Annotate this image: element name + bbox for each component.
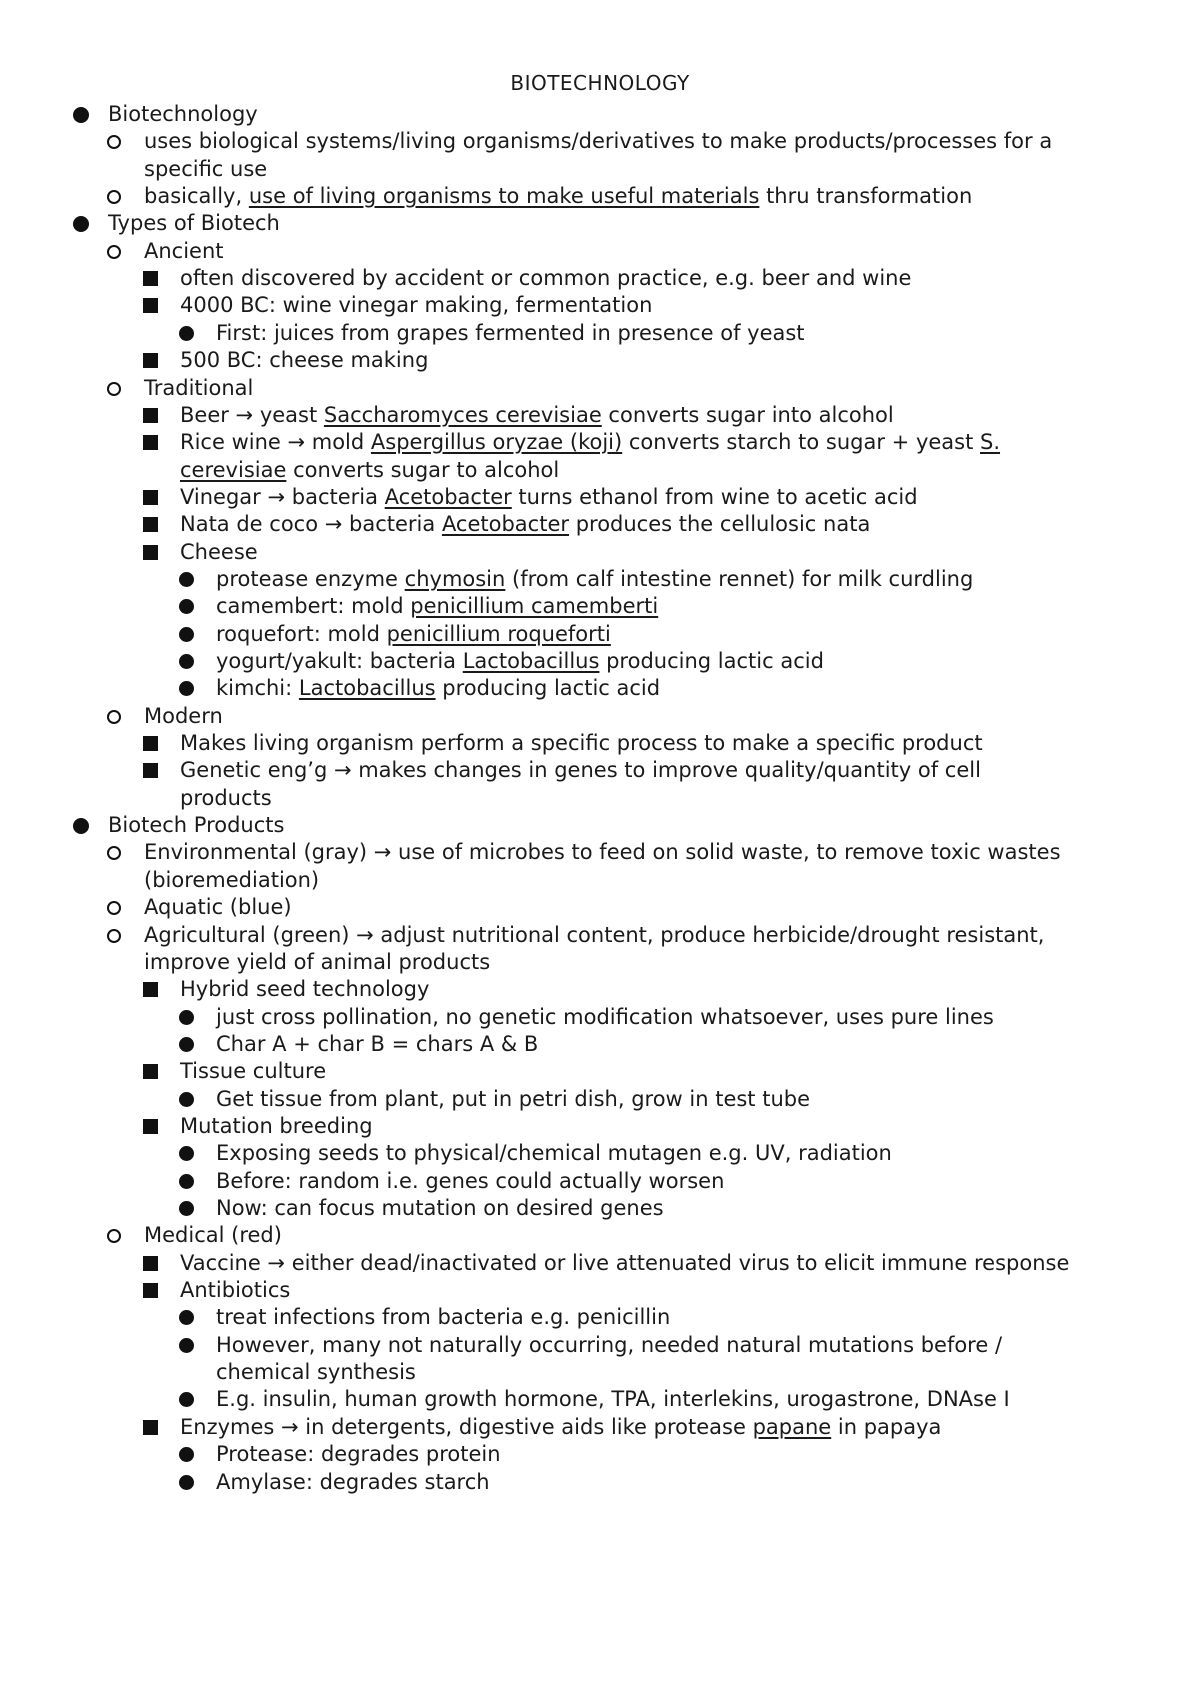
underlined-term: papane	[752, 1415, 832, 1439]
bullet-small-disc-icon	[179, 673, 194, 703]
list-item-level-3	[180, 974, 429, 1004]
text-segment: Agricultural (green) → adjust nutritional content, produce herbicide/drought resistant,	[144, 923, 1045, 947]
list-item-level-2	[144, 837, 1061, 867]
text-segment: Tissue culture	[180, 1059, 327, 1083]
list-item-level-4	[216, 1467, 490, 1497]
bullet-square-icon	[143, 728, 158, 758]
list-item-level-4	[216, 1193, 664, 1223]
underlined-term: Lactobacillus	[298, 676, 436, 700]
list-item-level-3	[180, 400, 894, 430]
text-segment: turns ethanol from wine to acetic acid	[511, 485, 918, 509]
text-segment: often discovered by accident or common practice, e.g. beer and wine	[180, 266, 912, 290]
underlined-term: S.	[980, 430, 1001, 454]
text-segment: producing lactic acid	[435, 676, 661, 700]
text-segment: produces the cellulosic nata	[569, 512, 871, 536]
list-item-level-2	[144, 920, 1044, 950]
text-segment: converts sugar to alcohol	[286, 458, 560, 482]
list-item-level-3	[180, 728, 983, 758]
bullet-small-disc-icon	[179, 1467, 194, 1497]
text-segment: roquefort: mold	[216, 622, 387, 646]
list-item-level-3	[180, 1275, 290, 1305]
list-item-level-4	[216, 1084, 810, 1114]
underlined-term: cerevisiae	[180, 458, 287, 482]
underlined-term: penicillium camemberti	[410, 594, 659, 618]
list-item-level-3	[180, 482, 918, 512]
list-item-level-3	[180, 263, 911, 293]
list-item-level-4	[216, 564, 973, 594]
list-item-continuation	[144, 947, 490, 977]
bullet-square-icon	[143, 400, 158, 430]
bullet-square-icon	[143, 345, 158, 375]
list-item-level-4	[216, 1166, 724, 1196]
text-segment: Aquatic (blue)	[144, 895, 292, 919]
bullet-small-disc-icon	[179, 1193, 194, 1223]
list-item-level-2	[144, 126, 1052, 156]
bullet-square-icon	[143, 290, 158, 320]
text-segment: kimchi:	[216, 676, 299, 700]
list-item-level-3	[180, 1412, 941, 1442]
bullet-small-disc-icon	[179, 1330, 194, 1360]
list-item-level-1	[108, 208, 280, 238]
list-item-continuation	[144, 154, 267, 184]
bullet-small-disc-icon	[179, 1138, 194, 1168]
text-segment: Hybrid seed technology	[180, 977, 430, 1001]
list-item-level-4	[216, 673, 660, 703]
text-segment: thru transformation	[759, 184, 973, 208]
text-segment: Ancient	[144, 239, 224, 263]
bullet-square-icon	[143, 1275, 158, 1305]
text-segment: Types of Biotech	[108, 211, 280, 235]
text-segment: Modern	[144, 704, 223, 728]
bullet-small-disc-icon	[179, 1084, 194, 1114]
bullet-disc-icon	[73, 208, 89, 238]
bullet-small-disc-icon	[179, 1439, 194, 1469]
list-item-level-3	[180, 509, 870, 539]
bullet-small-disc-icon	[179, 1384, 194, 1414]
text-segment: improve yield of animal products	[144, 950, 491, 974]
bullet-square-icon	[143, 427, 158, 457]
text-segment: Mutation breeding	[180, 1114, 373, 1138]
text-segment: specific use	[144, 157, 268, 181]
text-segment: Traditional	[144, 376, 254, 400]
list-item-level-2	[144, 236, 224, 266]
text-segment: Enzymes → in detergents, digestive aids like protease	[180, 1415, 753, 1439]
list-item-level-3	[180, 1111, 373, 1141]
text-segment: uses biological systems/living organisms/derivatives to make products/processes for a	[144, 129, 1053, 153]
text-segment: Char A + char B = chars A & B	[216, 1032, 539, 1056]
text-segment: Now: can focus mutation on desired genes	[216, 1196, 664, 1220]
text-segment: Rice wine → mold	[180, 430, 371, 454]
list-item-level-4	[216, 1384, 1010, 1414]
text-segment: First: juices from grapes fermented in presence of yeast	[216, 321, 805, 345]
underlined-term: Acetobacter	[441, 512, 570, 536]
underlined-term: Lactobacillus	[462, 649, 600, 673]
list-item-level-4	[216, 591, 658, 621]
list-item-level-2	[144, 892, 292, 922]
bullet-small-disc-icon	[179, 1029, 194, 1059]
text-segment: treat infections from bacteria e.g. penicillin	[216, 1305, 671, 1329]
bullet-square-icon	[143, 1056, 158, 1086]
list-item-continuation	[144, 865, 319, 895]
list-item-level-4	[216, 646, 824, 676]
underlined-term: Saccharomyces cerevisiae	[323, 403, 602, 427]
text-segment: in papaya	[831, 1415, 942, 1439]
list-item-level-1	[108, 99, 258, 129]
text-segment: protease enzyme	[216, 567, 405, 591]
text-segment: Get tissue from plant, put in petri dish, grow in test tube	[216, 1087, 811, 1111]
bullet-small-disc-icon	[179, 564, 194, 594]
underlined-term: chymosin	[404, 567, 506, 591]
bullet-circle-icon	[107, 892, 121, 922]
list-item-level-4	[216, 619, 611, 649]
list-item-level-4	[216, 1330, 1002, 1360]
text-segment: Environmental (gray) → use of microbes to feed on solid waste, to remove toxic wastes	[144, 840, 1061, 864]
list-item-level-4	[216, 1029, 538, 1059]
text-segment: Genetic eng’g → makes changes in genes to improve quality/quantity of cell	[180, 758, 981, 782]
bullet-circle-icon	[107, 1220, 121, 1250]
text-segment: Vinegar → bacteria	[180, 485, 385, 509]
text-segment: Before: random i.e. genes could actually worsen	[216, 1169, 725, 1193]
text-segment: Biotechnology	[108, 102, 258, 126]
list-item-level-2	[144, 1220, 282, 1250]
bullet-square-icon	[143, 1111, 158, 1141]
bullet-square-icon	[143, 482, 158, 512]
text-segment: Makes living organism perform a specific process to make a specific product	[180, 731, 983, 755]
list-item-continuation	[216, 1357, 416, 1387]
list-item-continuation	[180, 455, 559, 485]
text-segment: converts sugar into alcohol	[601, 403, 894, 427]
list-item-level-2	[144, 181, 972, 211]
bullet-square-icon	[143, 509, 158, 539]
list-item-level-3	[180, 1056, 326, 1086]
list-item-level-4	[216, 1138, 892, 1168]
text-segment: 500 BC: cheese making	[180, 348, 429, 372]
bullet-disc-icon	[73, 810, 89, 840]
bullet-circle-icon	[107, 181, 121, 211]
text-segment: Nata de coco → bacteria	[180, 512, 442, 536]
bullet-small-disc-icon	[179, 1302, 194, 1332]
bullet-small-disc-icon	[179, 1166, 194, 1196]
bullet-disc-icon	[73, 99, 89, 129]
list-item-level-3	[180, 290, 652, 320]
text-segment: chemical synthesis	[216, 1360, 416, 1384]
text-segment: Exposing seeds to physical/chemical mutagen e.g. UV, radiation	[216, 1141, 892, 1165]
list-item-level-4	[216, 1002, 994, 1032]
underlined-term: use of living organisms to make useful materials	[248, 184, 760, 208]
bullet-circle-icon	[107, 920, 121, 950]
bullet-small-disc-icon	[179, 1002, 194, 1032]
text-segment: Antibiotics	[180, 1278, 291, 1302]
bullet-square-icon	[143, 974, 158, 1004]
bullet-small-disc-icon	[179, 318, 194, 348]
text-segment: producing lactic acid	[599, 649, 824, 673]
text-segment: Beer → yeast	[180, 403, 324, 427]
text-segment: 4000 BC: wine vinegar making, fermentation	[180, 293, 653, 317]
text-segment: just cross pollination, no genetic modification whatsoever, uses pure lines	[216, 1005, 994, 1029]
text-segment: (bioremediation)	[144, 868, 320, 892]
list-item-level-3	[180, 345, 428, 375]
text-segment: basically,	[144, 184, 249, 208]
text-segment: camembert: mold	[216, 594, 411, 618]
bullet-circle-icon	[107, 701, 121, 731]
bullet-circle-icon	[107, 373, 121, 403]
bullet-small-disc-icon	[179, 619, 194, 649]
bullet-small-disc-icon	[179, 646, 194, 676]
bullet-small-disc-icon	[179, 591, 194, 621]
text-segment: Amylase: degrades starch	[216, 1470, 490, 1494]
bullet-square-icon	[143, 1248, 158, 1278]
bullet-circle-icon	[107, 236, 121, 266]
bullet-square-icon	[143, 263, 158, 293]
bullet-square-icon	[143, 1412, 158, 1442]
list-item-level-3	[180, 1248, 1069, 1278]
list-item-continuation	[180, 783, 272, 813]
list-item-level-3	[180, 427, 1000, 457]
underlined-term: Acetobacter	[384, 485, 512, 509]
bullet-circle-icon	[107, 126, 121, 156]
text-segment: Cheese	[180, 540, 258, 564]
text-segment: Biotech Products	[108, 813, 285, 837]
page-title: BIOTECHNOLOGY	[510, 71, 690, 95]
list-item-level-2	[144, 373, 253, 403]
text-segment: Protease: degrades protein	[216, 1442, 501, 1466]
list-item-level-4	[216, 1439, 501, 1469]
underlined-term: Aspergillus oryzae (koji)	[370, 430, 623, 454]
list-item-level-3	[180, 755, 981, 785]
text-segment: Vaccine → either dead/inactivated or live attenuated virus to elicit immune response	[180, 1251, 1070, 1275]
list-item-level-4	[216, 318, 805, 348]
text-segment: products	[180, 786, 272, 810]
text-segment: Medical (red)	[144, 1223, 282, 1247]
list-item-level-3	[180, 537, 258, 567]
bullet-circle-icon	[107, 837, 121, 867]
bullet-square-icon	[143, 755, 158, 785]
list-item-level-4	[216, 1302, 670, 1332]
text-segment: However, many not naturally occurring, needed natural mutations before /	[216, 1333, 1003, 1357]
list-item-level-2	[144, 701, 223, 731]
text-segment: converts starch to sugar + yeast	[622, 430, 981, 454]
text-segment: (from calf intestine rennet) for milk curdling	[505, 567, 974, 591]
bullet-square-icon	[143, 537, 158, 567]
list-item-level-1	[108, 810, 284, 840]
text-segment: E.g. insulin, human growth hormone, TPA, interlekins, urogastrone, DNAse I	[216, 1387, 1010, 1411]
text-segment: yogurt/yakult: bacteria	[216, 649, 463, 673]
underlined-term: penicillium roqueforti	[386, 622, 611, 646]
